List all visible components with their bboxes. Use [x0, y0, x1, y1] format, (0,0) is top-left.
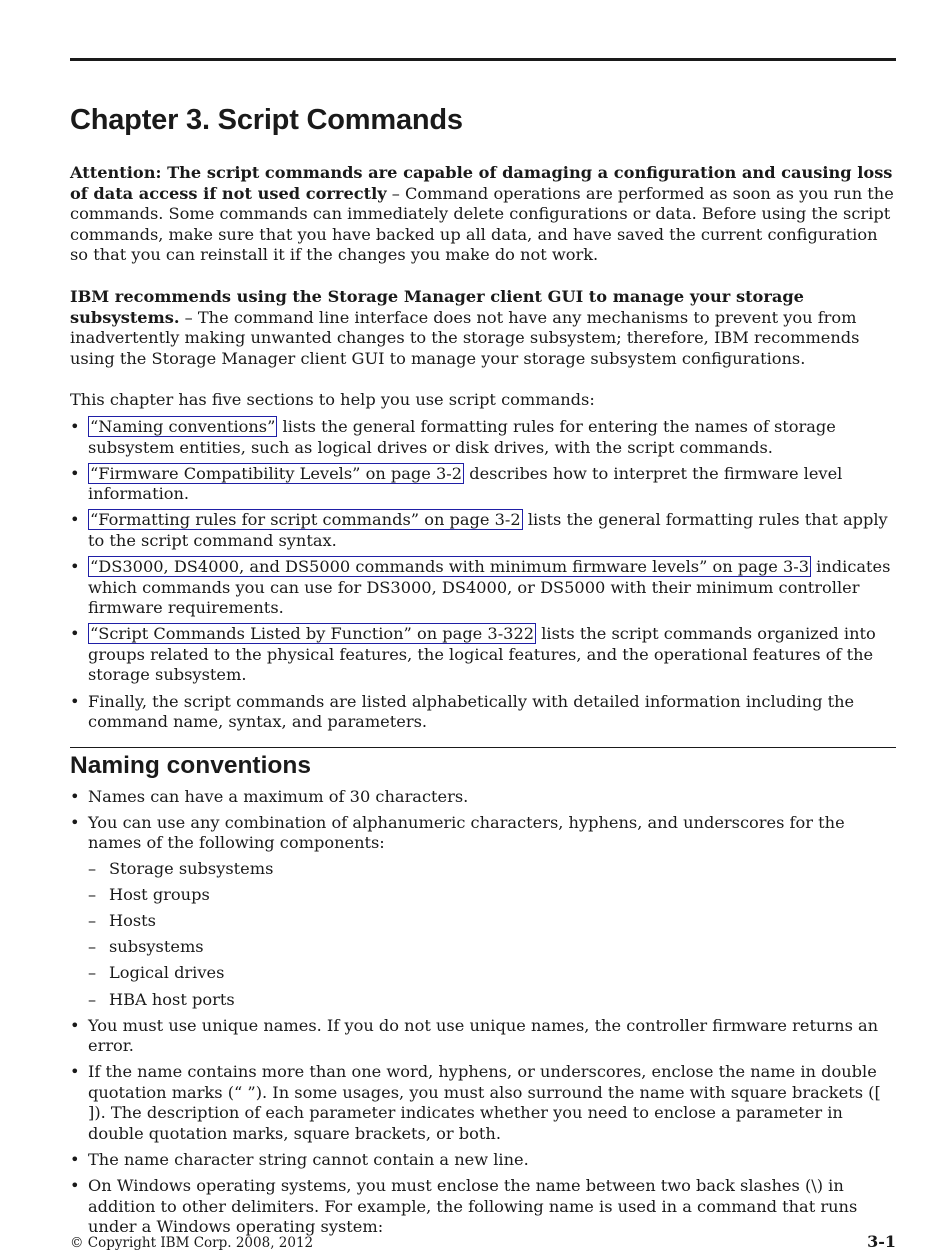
bullet-icon: • — [70, 510, 80, 530]
section-rule — [70, 747, 896, 748]
top-rule — [70, 58, 896, 61]
list-item-text: On Windows operating systems, you must enclose the name between two back slashes (\) in addition to other delimiters. For example, the following name is used in a command that runs under a Windows operating system: — [88, 1176, 858, 1237]
bullet-icon: • — [70, 463, 80, 483]
list-item — [70, 1176, 896, 1238]
list-item-text: The name character string cannot contain a new line. — [88, 1150, 529, 1170]
recommend-bold: IBM recommends using the Storage Manager client GUI to manage your storage subsystems. — [70, 286, 804, 327]
list-item-text: describes how to interpret the firmware level information. — [88, 463, 843, 504]
bullet-icon: • — [70, 557, 80, 576]
dash-icon: – — [88, 859, 97, 879]
dash-icon: – — [88, 885, 97, 905]
document-page — [70, 0, 896, 1260]
sections-list — [70, 417, 896, 733]
list-item-text: You must use unique names. If you do not use unique names, the controller firmware returns an error. — [88, 1015, 879, 1056]
bullet-icon: • — [70, 1150, 80, 1170]
recommend-paragraph — [70, 287, 896, 369]
list-item — [70, 813, 896, 1010]
component-item — [88, 859, 896, 880]
bullet-icon: • — [70, 624, 80, 644]
bullet-icon: • — [70, 691, 80, 711]
content-body — [70, 163, 896, 1244]
list-item — [70, 510, 896, 551]
bullet-icon: • — [70, 1062, 80, 1082]
footer-page-number: 3-1 — [867, 1232, 896, 1251]
list-item-text: lists the general formatting rules that apply to the script command syntax. — [88, 510, 888, 550]
list-item — [70, 1062, 896, 1144]
list-item — [70, 557, 896, 619]
list-item — [70, 787, 896, 808]
list-item — [70, 1150, 896, 1171]
intro-paragraph: This chapter has five sections to help you use script commands: — [70, 390, 595, 410]
dash-icon: – — [88, 937, 97, 957]
list-item — [70, 417, 896, 458]
bullet-icon: • — [70, 1176, 80, 1196]
attention-paragraph — [70, 163, 896, 266]
list-item — [70, 624, 896, 686]
link-firmware-compatibility[interactable]: “Firmware Compatibility Levels” on page 3-2 — [90, 463, 463, 483]
component-item — [88, 937, 896, 958]
components-list — [88, 859, 896, 1010]
list-item-text: If the name contains more than one word, hyphens, or underscores, enclose the name in double quotation marks (“ ”). In some usages, you must also surround the name with square brackets ([ ]). The description of each parameter indicates whether you need to enclose a parameter in double quotation marks, square brackets, or both. — [88, 1062, 881, 1144]
component-item — [88, 990, 896, 1011]
link-formatting-rules[interactable]: “Formatting rules for script commands” on page 3-2 — [90, 510, 521, 530]
footer-copyright: © Copyright IBM Corp. 2008, 2012 — [70, 1235, 314, 1251]
link-ds-commands-firmware[interactable]: “DS3000, DS4000, and DS5000 commands with minimum firmware levels” on page 3-3 — [90, 557, 810, 576]
list-item-text: lists the general formatting rules for entering the names of storage subsystem entities, such as logical drives or disk drives, with the script commands. — [88, 416, 836, 457]
component-item — [88, 963, 896, 984]
bullet-icon: • — [70, 812, 80, 832]
list-item-text: lists the script commands organized into groups related to the physical features, the logical features, and the operational features of the storage subsystem. — [88, 624, 876, 685]
list-item — [70, 692, 896, 733]
list-item-text: Finally, the script commands are listed alphabetically with detailed information including the command name, syntax, and parameters. — [88, 691, 855, 732]
list-item — [70, 464, 896, 505]
component-text: Storage subsystems — [109, 859, 274, 879]
component-item — [88, 885, 896, 906]
link-commands-by-function[interactable]: “Script Commands Listed by Function” on page 3-322 — [90, 624, 535, 644]
component-text: Logical drives — [109, 963, 225, 983]
section-title-naming: Naming conventions — [70, 751, 311, 779]
attention-bold: Attention: The script commands are capable of damaging a configuration and causing loss of data access if not used correctly — [70, 163, 893, 203]
chapter-title: Chapter 3. Script Commands — [70, 104, 463, 136]
dash-icon: – — [88, 963, 97, 983]
naming-list — [70, 787, 896, 1238]
list-item-text: You can use any combination of alphanumeric characters, hyphens, and underscores for the names of the following components: — [88, 812, 845, 853]
dash-icon: – — [88, 989, 97, 1009]
component-text: subsystems — [109, 937, 204, 957]
link-naming-conventions[interactable]: “Naming conventions” — [90, 416, 276, 436]
list-item — [70, 1016, 896, 1057]
recommend-text: – The command line interface does not have any mechanisms to prevent you from inadvertently making unwanted changes to the storage subsystem; therefore, IBM recommends using the Storage Manager client GUI to manage your storage subsystem configurations. — [70, 307, 860, 368]
list-item-text: Names can have a maximum of 30 characters. — [88, 786, 469, 806]
bullet-icon: • — [70, 416, 80, 436]
bullet-icon: • — [70, 786, 80, 806]
component-text: Hosts — [109, 911, 156, 931]
component-text: HBA host ports — [109, 989, 235, 1009]
list-item-text: indicates which commands you can use for DS3000, DS4000, or DS5000 with their minimum controller firmware requirements. — [88, 557, 891, 618]
dash-icon: – — [88, 911, 97, 931]
component-item — [88, 911, 896, 932]
attention-text: – Command operations are performed as soon as you run the commands. Some commands can immediately delete configurations or data. Before using the script commands, make sure that you have backed up all data, and have saved the current configuration so that you can reinstall it if the changes you make do not work. — [70, 183, 894, 265]
component-text: Host groups — [109, 885, 210, 905]
bullet-icon: • — [70, 1015, 80, 1035]
